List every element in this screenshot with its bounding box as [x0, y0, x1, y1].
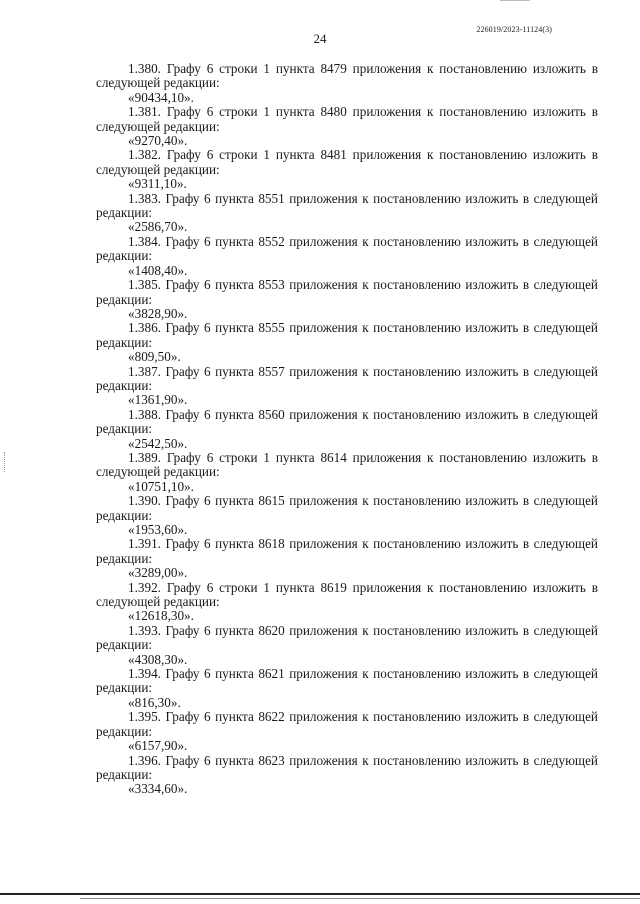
amendment-paragraph: 1.385. Графу 6 пункта 8553 приложения к постановлению изложить в следующей редакции:: [96, 277, 598, 307]
amendment-value: «90434,10».: [128, 89, 194, 105]
scan-margin-mark: [4, 452, 6, 472]
amendment-value: «3289,00».: [128, 565, 188, 581]
amendment-value: «3334,60».: [128, 781, 188, 797]
scan-bottom-rule: [0, 893, 640, 895]
amendment-paragraph: 1.382. Графу 6 строки 1 пункта 8481 приложения к постановлению изложить в следующей редакции:: [96, 147, 598, 177]
amendment-paragraph: 1.395. Графу 6 пункта 8622 приложения к постановлению изложить в следующей редакции:: [96, 709, 598, 739]
amendment-value: «9311,10».: [128, 176, 187, 192]
document-id: 226019/2023-11124(3): [476, 25, 552, 34]
amendment-value: «2586,70».: [128, 219, 188, 235]
amendment-value: «816,30».: [128, 694, 181, 710]
amendment-value: «809,50».: [128, 349, 181, 365]
amendment-paragraph: 1.387. Графу 6 пункта 8557 приложения к постановлению изложить в следующей редакции:: [96, 363, 598, 393]
amendment-value: «1408,40».: [128, 262, 188, 278]
amendment-paragraph: 1.380. Графу 6 строки 1 пункта 8479 приложения к постановлению изложить в следующей редакции:: [96, 61, 598, 91]
page-number: 24: [313, 31, 327, 46]
amendment-paragraph: 1.393. Графу 6 пункта 8620 приложения к постановлению изложить в следующей редакции:: [96, 622, 598, 653]
amendment-paragraph: 1.383. Графу 6 пункта 8551 приложения к постановлению изложить в следующей редакции:: [96, 190, 598, 221]
amendment-paragraph: 1.389. Графу 6 строки 1 пункта 8614 приложения к постановлению изложить в следующей редакции:: [96, 449, 598, 480]
scan-mark: [500, 0, 530, 1]
amendment-value: «6157,90».: [128, 738, 188, 754]
amendment-value: «4308,30».: [128, 651, 188, 667]
amendment-value: «1361,90».: [128, 392, 188, 408]
document-body: [96, 62, 598, 797]
amendment-paragraph: 1.396. Графу 6 пункта 8623 приложения к постановлению изложить в следующей редакции:: [96, 752, 598, 782]
amendment-paragraph: 1.388. Графу 6 пункта 8560 приложения к постановлению изложить в следующей редакции:: [96, 406, 598, 437]
amendment-paragraph: 1.391. Графу 6 пункта 8618 приложения к постановлению изложить в следующей редакции:: [96, 536, 598, 566]
amendment-paragraph: 1.384. Графу 6 пункта 8552 приложения к постановлению изложить в следующей редакции:: [96, 233, 598, 264]
amendment-paragraph: 1.392. Графу 6 строки 1 пункта 8619 приложения к постановлению изложить в следующей редакции:: [96, 579, 598, 610]
scan-bottom-rule-thin: [80, 898, 640, 899]
amendment-value: «2542,50».: [128, 435, 188, 451]
amendment-paragraph: 1.386. Графу 6 пункта 8555 приложения к постановлению изложить в следующей редакции:: [96, 320, 598, 350]
amendment-value: «1953,60».: [128, 522, 188, 537]
amendment-value: «10751,10».: [128, 478, 194, 494]
amendment-paragraph: 1.390. Графу 6 пункта 8615 приложения к постановлению изложить в следующей редакции:: [96, 493, 598, 523]
amendment-paragraph: 1.394. Графу 6 пункта 8621 приложения к постановлению изложить в следующей редакции:: [96, 666, 598, 696]
amendment-value: «3828,90».: [128, 305, 188, 321]
amendment-value: «12618,30».: [128, 608, 194, 624]
amendment-paragraph: 1.381. Графу 6 строки 1 пункта 8480 приложения к постановлению изложить в следующей редакции:: [96, 104, 598, 134]
amendment-value: «9270,40».: [128, 133, 188, 149]
